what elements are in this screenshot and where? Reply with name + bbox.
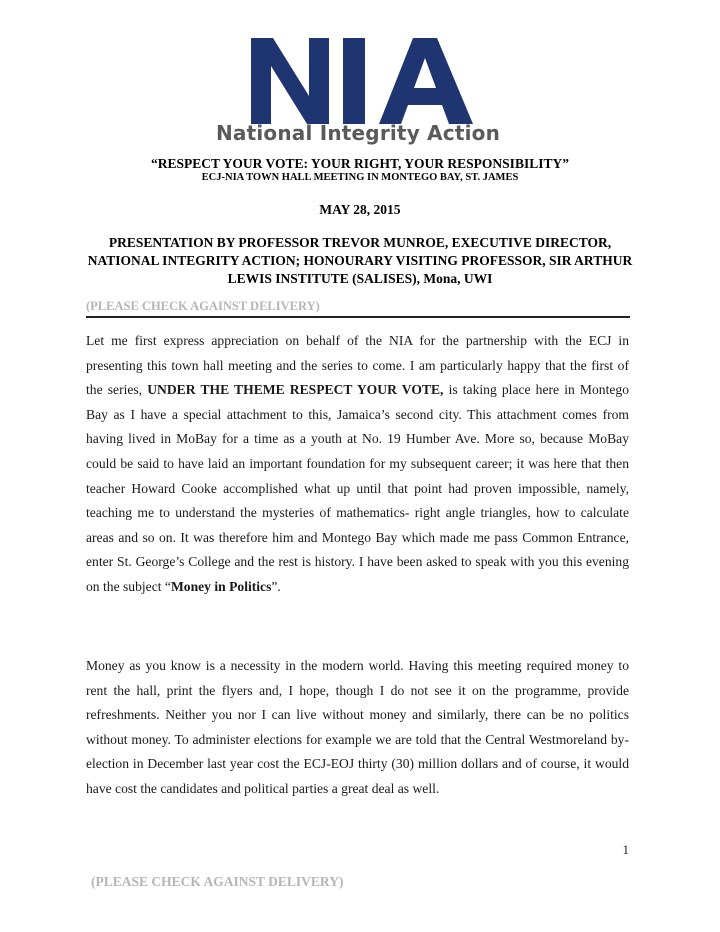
divider: [86, 316, 630, 318]
subject-emphasis: Money in Politics: [170, 578, 272, 594]
page-title: “RESPECT YOUR VOTE: YOUR RIGHT, YOUR RESPONSIBILITY”: [151, 156, 569, 171]
paragraph-1: Let me first express appreciation on behalf of the NIA for the partnership with the ECJ in presenting this town hall meeting and the series to come. I am particularly happy that the first of the series, UNDER THE THEME RESPECT YOUR VOTE, is taking place here in Montego Bay as I have a special attachment to this, Jamaica’s second city. This attachment comes from having lived in MoBay for a time as a youth at No. 19 Humber Ave. More so, because MoBay could be said to have laid an important foundation for my subsequent career; it was here that then teacher Howard Cooke accomplished what up until that point had proven impossible, namely, teaching me to understand the mysteries of mathematics- right angle triangles, how to calculate areas and so on. It was therefore him and Montego Bay which made me pass Common Entrance, enter St. George’s College and the rest is history. I have been asked to speak with you this evening on the subject “Money in Politics”.: [86, 333, 629, 594]
nia-logo-mark: [251, 34, 473, 124]
logo-letter-n: [251, 38, 329, 124]
presenter-heading: PRESENTATION BY PROFESSOR TREVOR MUNROE, EXECUTIVE DIRECTOR, NATIONAL INTEGRITY ACTION; HONOURARY VISITING PROFESSOR, SIR ARTHUR LEWIS INSTITUTE (SALISES), Mona, UWI: [87, 235, 633, 286]
logo-letter-i: [343, 38, 365, 124]
delivery-notice-bottom: (PLEASE CHECK AGAINST DELIVERY): [91, 874, 344, 889]
page-number: 1: [622, 842, 629, 857]
paragraph-2: Money as you know is a necessity in the modern world. Having this meeting required money to rent the hall, print the flyers and, I hope, though I do not see it on the programme, provide refreshments. Neither you nor I can live without money and similarly, there can be no politics without money. To administer elections for example we are told that the Central Westmoreland by-election in December last year cost the ECJ-EOJ thirty (30) million dollars and of course, it would have cost the candidates and political parties a great deal as well.: [86, 658, 629, 796]
page-subtitle: ECJ-NIA TOWN HALL MEETING IN MONTEGO BAY, ST. JAMES: [201, 172, 519, 183]
delivery-notice-top: (PLEASE CHECK AGAINST DELIVERY): [86, 299, 320, 313]
date-heading: MAY 28, 2015: [319, 202, 401, 217]
theme-emphasis: UNDER THE THEME RESPECT YOUR VOTE,: [147, 382, 444, 398]
logo-name: National Integrity Action: [215, 121, 501, 145]
